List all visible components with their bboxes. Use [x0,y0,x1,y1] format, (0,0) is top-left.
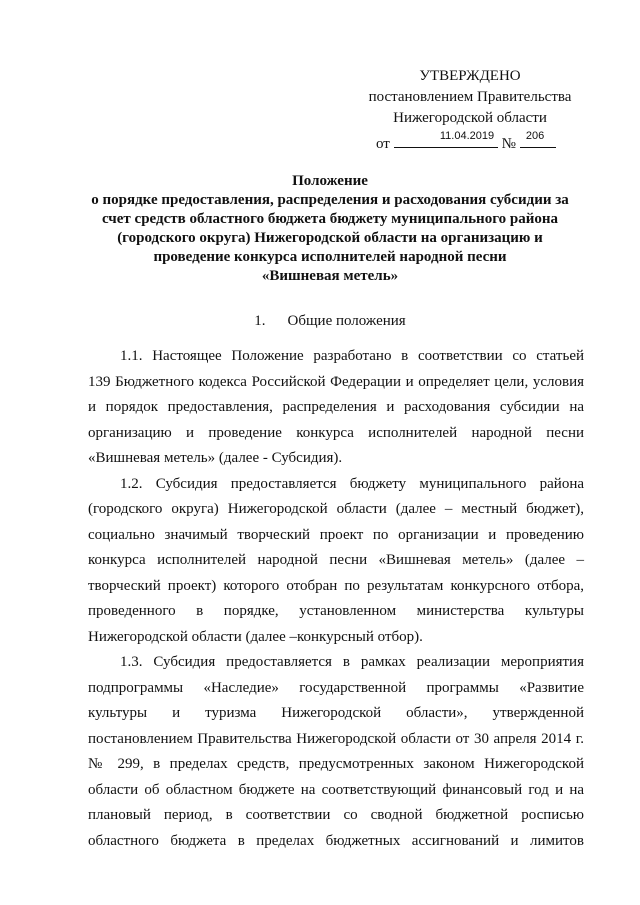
section-heading [60,311,600,331]
approval-stamp [360,66,580,155]
text-line: (городского округа) Нижегородской области (далее – местный бюджет), [88,501,584,517]
text-line: подпрограммы «Наследие» государственной программы «Развитие [88,679,584,696]
text-line: 139 Бюджетного кодекса Российской Федерации и определяет цели, условия [88,373,584,390]
from-label: от [376,136,390,152]
text-line: организацию и проведение конкурса исполнителей народной песни [88,424,584,441]
approval-line-2: постановлением Правительства [368,89,572,105]
document-body [88,344,584,854]
paragraph-1-1 [88,344,584,472]
text-line: «Вишневая метель» (далее - Субсидия). [88,450,343,466]
title-line: Положение [292,173,368,189]
text-line: 1.3. Субсидия предоставляется в рамках реализации мероприятия [120,654,584,670]
title-line: «Вишневая метель» [261,268,399,284]
text-line: творческий проект) которого отобран по результатам конкурсного отбора, [88,577,584,594]
text-line: конкурса исполнителей народной песни «Вишневая метель» (далее – [88,552,584,568]
title-line: (городского округа) Нижегородской области на организацию и [117,230,543,246]
text-line: 1.2. Субсидия предоставляется бюджету муниципального района [120,475,584,492]
text-line: социально значимый творческий проект по организации и проведению [88,526,584,543]
text-line: № 299, в пределах средств, предусмотренных законом Нижегородской [88,756,584,772]
section-number: 1. [254,313,266,329]
number-field [520,129,556,148]
text-line: постановлением Правительства Нижегородской области от 30 апреля 2014 г. [88,730,584,747]
text-line: плановый период, в соответствии со сводной бюджетной росписью [88,807,584,823]
text-line: 1.1. Настоящее Положение разработано в соответствии со статьей [120,348,584,364]
text-line: культуры и туризма Нижегородской области», утвержденной [88,705,584,721]
text-line: Нижегородской области (далее –конкурсный отбор). [88,628,423,645]
date-field [394,129,498,148]
approval-heading: УТВЕРЖДЕНО [419,68,521,84]
title-line: счет средств областного бюджета бюджету муниципального района [101,211,559,227]
text-line: и порядок предоставления, распределения и расходования субсидии на [88,399,584,415]
document-title [60,172,600,286]
approval-number: 206 [525,130,545,142]
approval-date: 11.04.2019 [439,130,495,142]
number-label: № [501,136,516,152]
text-line: проведенного в порядке, установленном министерства культуры [88,603,584,619]
approval-line-3: Нижегородской области [393,110,547,126]
paragraph-1-3 [88,650,584,854]
section-title: Общие положения [287,313,406,329]
approval-date-row [376,129,580,155]
title-line: проведение конкурса исполнителей народной песни [153,249,507,265]
text-line: области об областном бюджете на соответствующий финансовый год и на [88,781,584,798]
paragraph-1-2 [88,472,584,651]
text-line: областного бюджета в пределах бюджетных ассигнований и лимитов [88,832,584,849]
title-line: о порядке предоставления, распределения и расходования субсидии за [91,192,569,208]
